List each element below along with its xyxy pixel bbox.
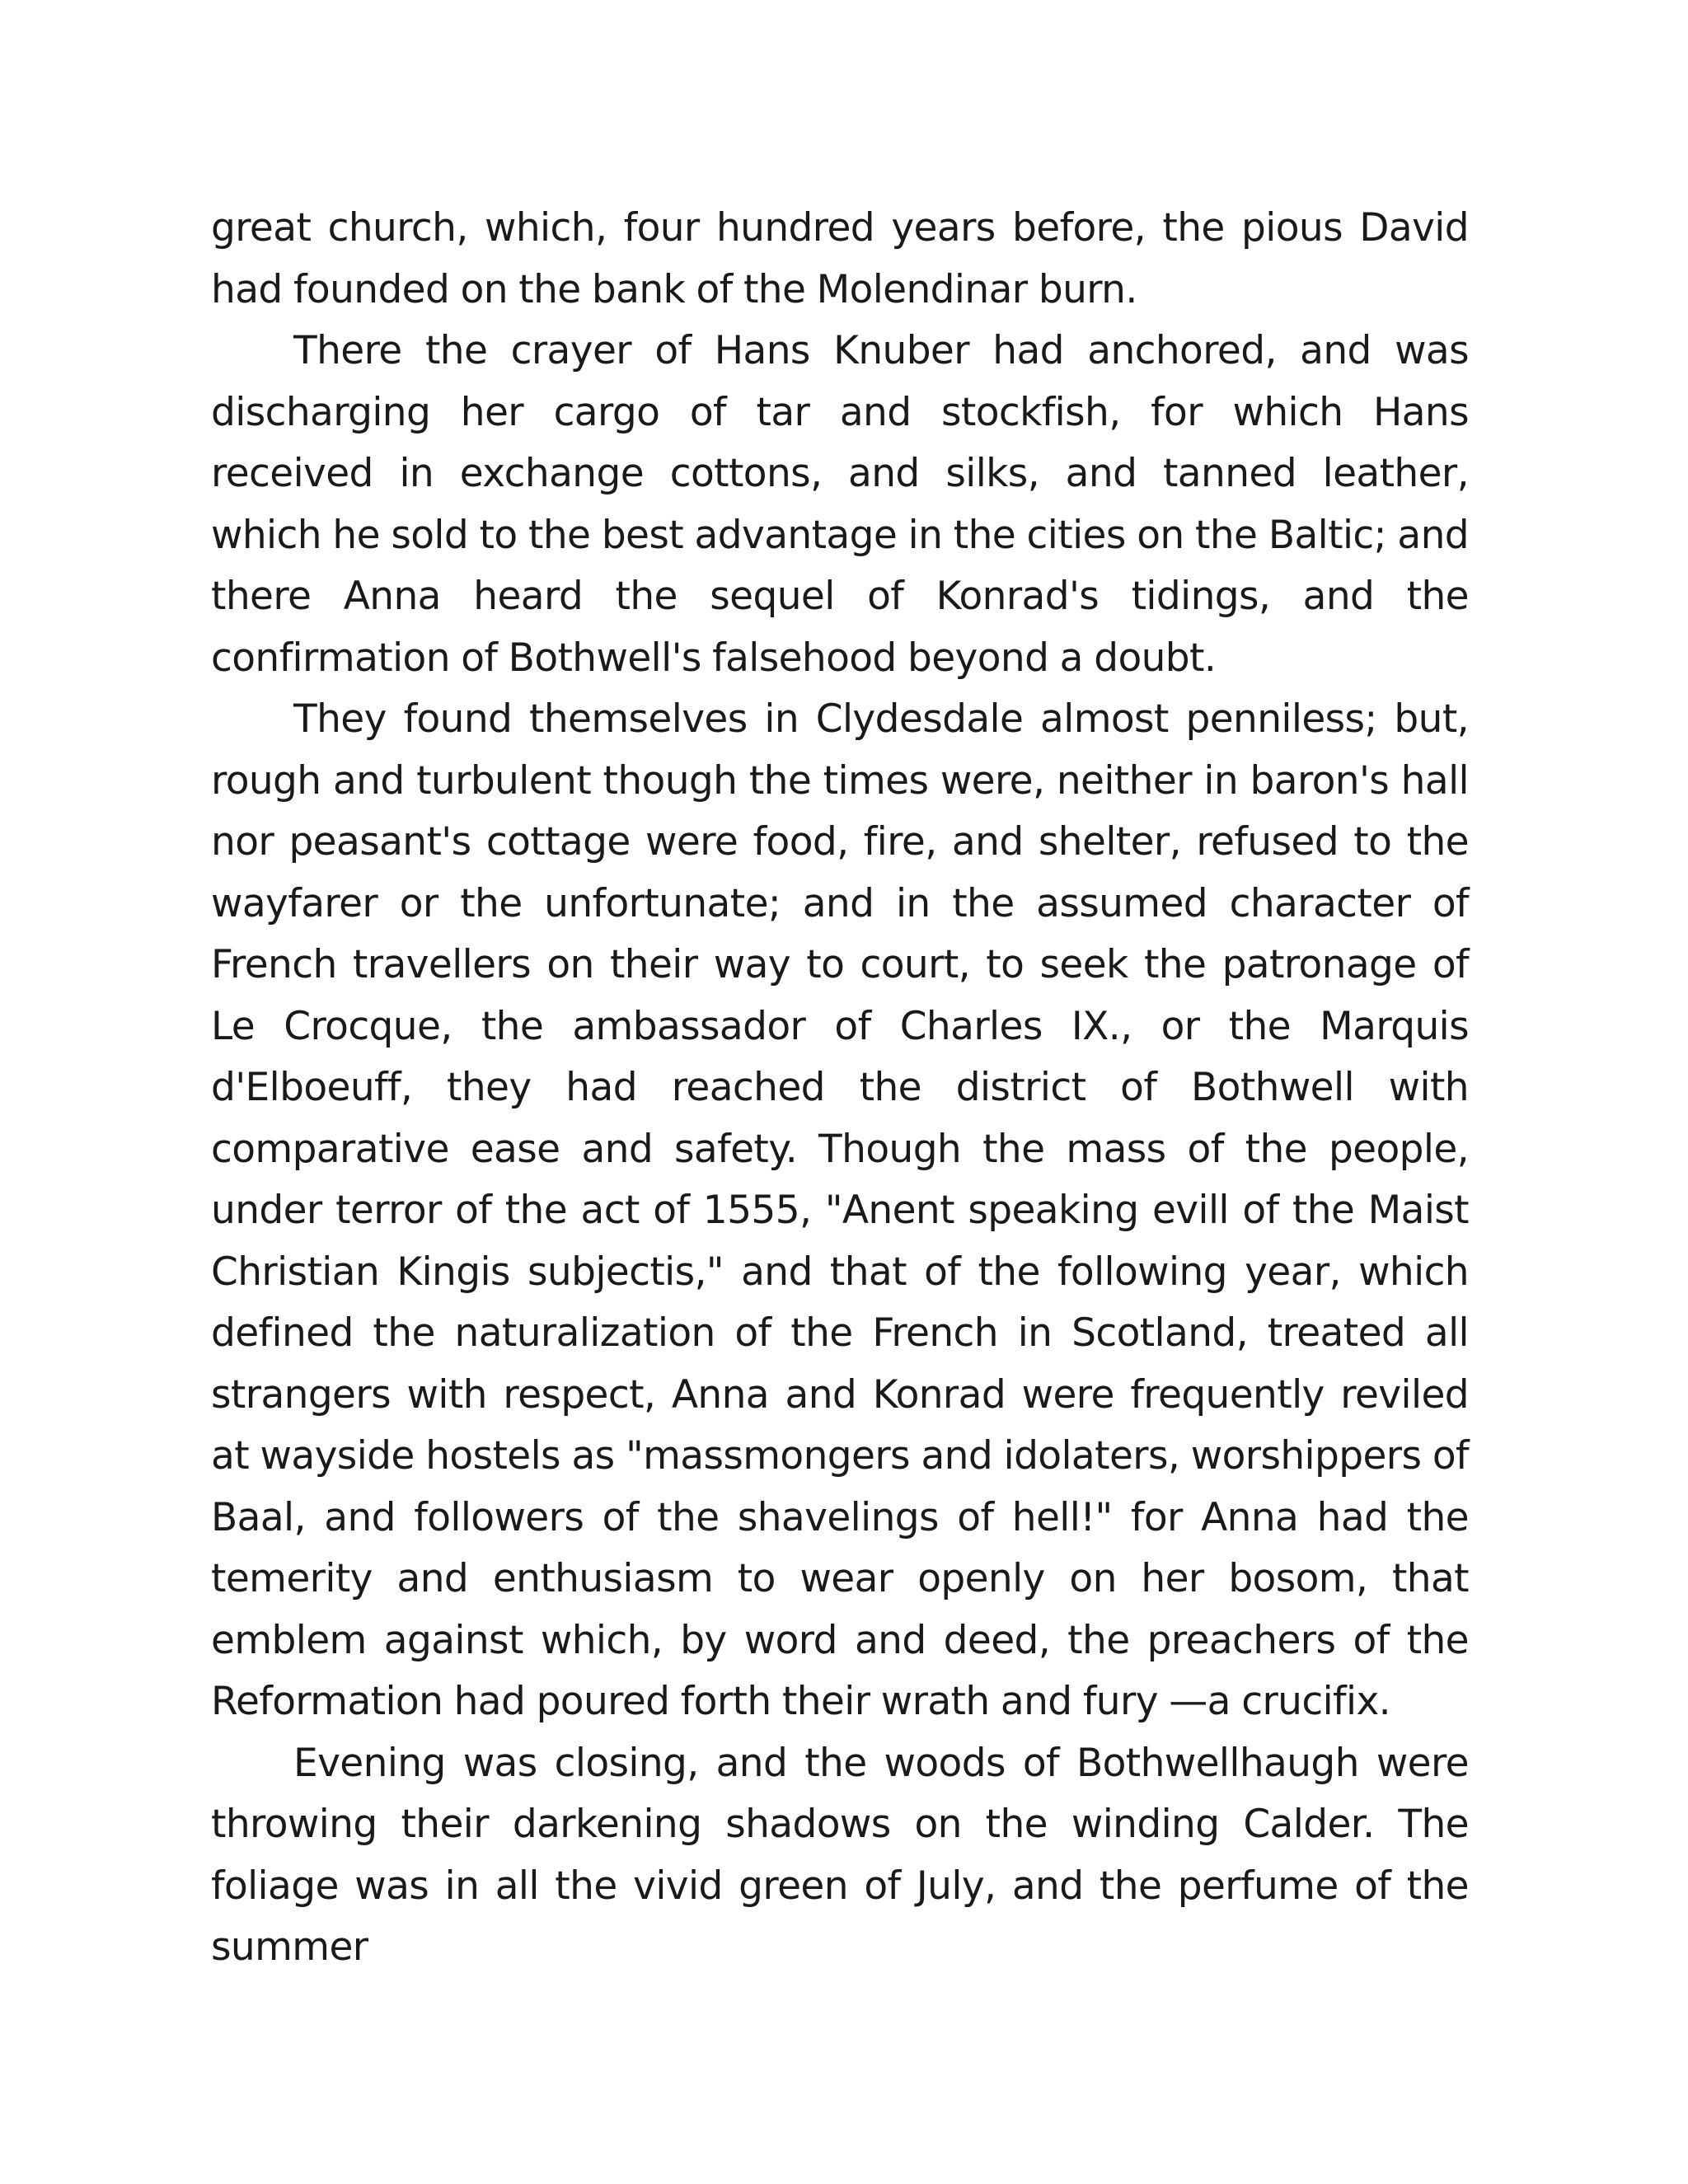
paragraph-crayer: There the crayer of Hans Knuber had anchored, and was discharging her cargo of tar and stockfish, for which Hans received in exchange cottons, and silks, and tanned leather, which he sold to the best advantage in the cities on the Baltic; and there Anna heard the sequel of Konrad's tidings, and the confirmation of Bothwell's falsehood beyond a doubt.	[211, 328, 1469, 681]
paragraph-evening: Evening was closing, and the woods of Bothwellhaugh were throwing their darkening shadows on the winding Calder. The foliage was in all the vivid green of July, and the perfume of the summer	[211, 1740, 1469, 1970]
paragraph-clydesdale: They found themselves in Clydesdale almost penniless; but, rough and turbulent though the times were, neither in baron's hall nor peasant's cottage were food, fire, and shelter, refused to the wayfarer or the unfortunate; and in the assumed character of French travellers on their way to court, to seek the patronage of Le Crocque, the ambassador of Charles IX., or the Marquis d'Elboeuff, they had reached the district of Bothwell with comparative ease and safety. Though the mass of the people, under terror of the act of 1555, "Anent speaking evill of the Maist Christian Kingis subjectis," and that of the following year, which defined the naturalization of the French in Scotland, treated all strangers with respect, Anna and Konrad were frequently reviled at wayside hostels as "massmongers and idolaters, worshippers of Baal, and followers of the shavelings of hell!" for Anna had the temerity and enthusiasm to wear openly on her bosom, that emblem against which, by word and deed, the preachers of the Reformation had poured forth their wrath and fury —a crucifix.	[211, 696, 1469, 1724]
paragraph-continued: great church, which, four hundred years before, the pious David had founded on the bank of the Molendinar burn.	[211, 205, 1469, 312]
page-body-text	[211, 198, 1469, 1979]
